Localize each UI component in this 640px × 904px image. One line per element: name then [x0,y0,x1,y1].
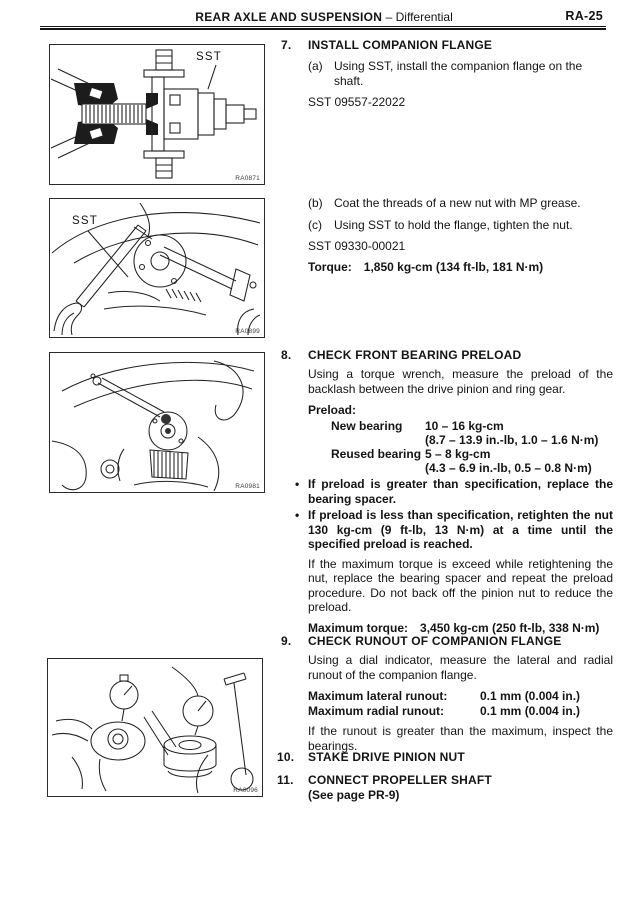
torque-value: 1,850 kg-cm (134 ft-lb, 181 N·m) [363,260,544,274]
step-title: STAKE DRIVE PINION NUT [308,750,465,764]
spec-name: Reused bearing [331,447,422,461]
figure-torque-wrench-preload [49,352,265,493]
page-header-title [40,10,608,24]
step-title: CHECK RUNOUT OF COMPANION FLANGE [308,634,562,648]
bullet-glyph: • [295,508,300,522]
figure-dial-indicator-runout [47,658,263,797]
substep-c [308,218,613,233]
preload-row-new [308,419,613,433]
step-7-continued [281,196,613,275]
preload-row-reused [308,447,613,461]
preload-row-reused-alt [308,461,613,475]
dial-indicator-illustration [48,659,262,796]
substep-b [308,196,613,211]
step-7-heading [281,38,613,53]
lateral-runout-spec [308,689,613,704]
step-title: CONNECT PROPELLER SHAFT [308,773,492,787]
spec-value: 5 – 8 kg-cm [425,447,491,461]
page-number: RA-25 [565,9,603,23]
step-8 [281,348,613,636]
sst-callout-label: SST [196,51,222,63]
radial-runout-label: Maximum radial runout: [308,704,445,718]
figure-companion-flange-install [49,44,265,185]
radial-runout-value: 0.1 mm (0.004 in.) [480,704,581,718]
spec-value: 10 – 16 kg-cm [425,419,504,433]
step-9-heading [281,634,613,649]
bullet-text: If preload is greater than specification, replace the bearing spacer. [308,477,613,506]
torque-label: Torque: [308,260,352,274]
figure-id-label: RA0981 [235,483,260,490]
torque-wrench-illustration [50,353,264,492]
sst-number: SST 09330-00021 [308,239,406,253]
step-7 [281,38,613,110]
step-8-heading [281,348,613,363]
companion-flange-cross-section-illustration [50,45,264,184]
substep-marker: (c) [308,218,322,232]
lateral-runout-label: Maximum lateral runout: [308,689,448,703]
header-divider-rule [40,26,606,30]
step-number: 10. [277,750,295,764]
figure-id-label: RA0899 [235,328,260,335]
step-11 [277,773,609,803]
radial-runout-spec [308,704,613,719]
step-number: 7. [281,38,292,52]
step-number: 11. [277,773,294,787]
spec-name: New bearing [331,419,403,433]
bullet-text: If preload is less than specification, retighten the nut 130 kg-cm (9 ft-lb, 13 N·m) at a time until the specified preload is reached. [308,508,613,551]
substep-text: Using SST, install the companion flange on the shaft. [334,59,583,88]
substep-marker: (b) [308,196,323,210]
sst-leader-line [208,65,216,89]
step-10-heading [277,750,609,765]
bullet-glyph: • [295,477,300,491]
header-title-sub: Differential [395,10,453,24]
step-9 [281,634,613,753]
step-number: 8. [281,348,292,362]
substep-a [308,59,613,89]
lateral-runout-value: 0.1 mm (0.004 in.) [480,689,581,703]
bullet-item [295,508,613,552]
max-torque-value: 3,450 kg-cm (250 ft-lb, 338 N·m) [420,620,600,635]
step-8-note: If the maximum torque is exceed while retightening the nut, replace the bearing spacer and repeat the preload procedure. Do not back off the pinion nut to reduce the preload. [308,556,613,614]
step-title: CHECK FRONT BEARING PRELOAD [308,348,522,362]
figure-sst-hold-flange [49,198,265,338]
step-11-reference: (See page PR-9) [308,788,400,802]
figure-id-label: RA0871 [235,175,260,182]
figure-id-label: RA0096 [233,787,258,794]
sst-leader-line [88,231,128,277]
spec-value-alt: (4.3 – 6.9 in.-lb, 0.5 – 0.8 N·m) [425,461,592,475]
step-title: INSTALL COMPANION FLANGE [308,38,493,52]
step-8-body: Using a torque wrench, measure the preload of the backlash between the drive pinion and ring gear. [308,367,613,396]
bullet-item [295,477,613,506]
step-9-note: If the runout is greater than the maximum, inspect the bearings. [308,724,613,753]
sst-callout-label: SST [72,215,98,227]
header-title-main: REAR AXLE AND SUSPENSION [195,10,383,24]
max-torque-label: Maximum torque: [308,620,409,635]
preload-label: Preload: [308,403,357,417]
step-10 [277,750,609,765]
substep-text: Coat the threads of a new nut with MP grease. [334,196,581,210]
header-title-separator: – [385,10,393,24]
torque-spec [308,260,613,275]
spec-value-alt: (8.7 – 13.9 in.-lb, 1.0 – 1.6 N·m) [425,433,599,447]
step-11-heading [277,773,609,788]
step-9-body: Using a dial indicator, measure the lateral and radial runout of the companion flange. [308,653,613,682]
preload-row-new-alt [308,433,613,447]
substep-text: Using SST to hold the flange, tighten the nut. [334,218,573,232]
sst-number: SST 09557-22022 [308,95,406,109]
substep-marker: (a) [308,59,323,73]
step-number: 9. [281,634,292,648]
